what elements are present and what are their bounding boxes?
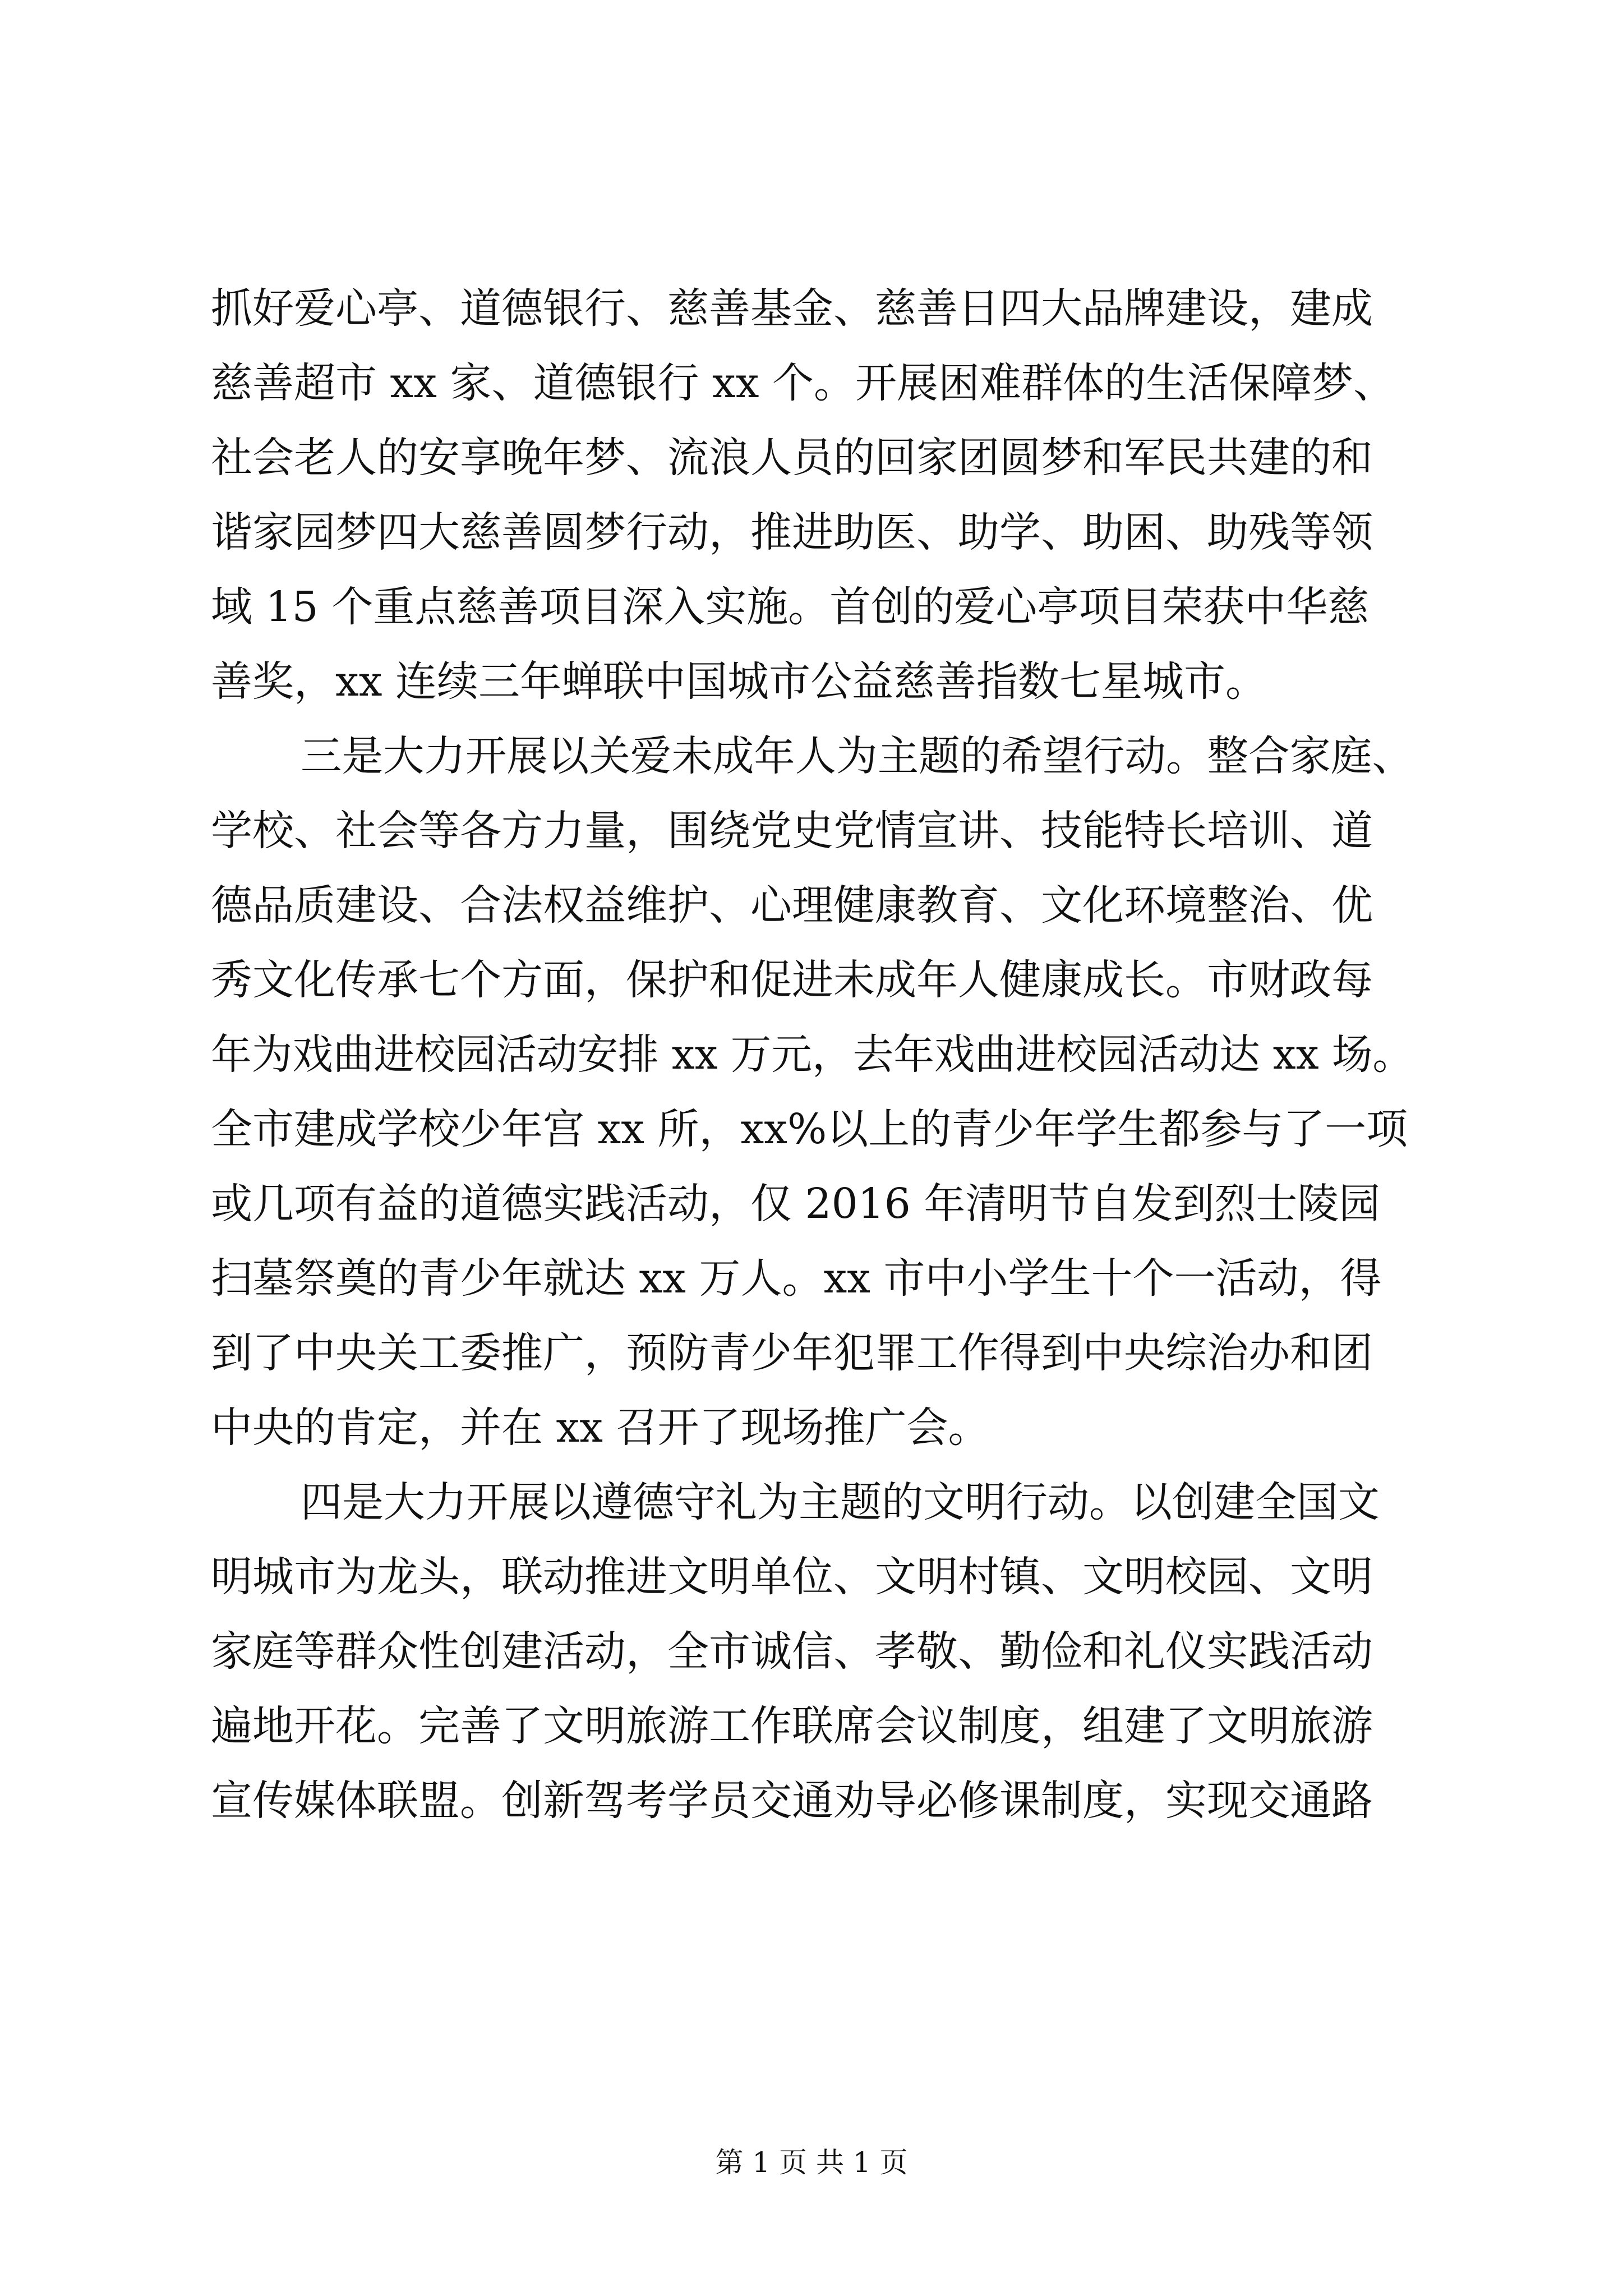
text-line-content: 明城市为龙头，联动推进文明单位、文明村镇、文明校园、文明	[211, 1553, 1373, 1601]
text-line	[0, 1101, 1623, 1157]
text-line-content: 学校、社会等各方力量，围绕党史党情宣讲、技能特长培训、道	[211, 807, 1373, 855]
text-line-content: 三是大力开展以关爱未成年人为主题的希望行动。整合家庭、	[301, 732, 1414, 780]
text-line	[0, 877, 1623, 933]
text-line-content: 域 15 个重点慈善项目深入实施。首创的爱心亭项目荣获中华慈	[211, 583, 1370, 631]
text-line	[0, 1773, 1623, 1829]
text-line-content: 社会老人的安享晚年梦、流浪人员的回家团圆梦和军民共建的和	[211, 434, 1373, 482]
text-line-content: 到了中央关工委推广，预防青少年犯罪工作得到中央综治办和团	[211, 1329, 1373, 1377]
text-line	[0, 803, 1623, 859]
text-line-content: 慈善超市 xx 家、道德银行 xx 个。开展困难群体的生活保障梦、	[211, 359, 1395, 407]
text-line-content: 善奖，xx 连续三年蝉联中国城市公益慈善指数七星城市。	[211, 657, 1267, 706]
text-line-content: 遍地开花。完善了文明旅游工作联席会议制度，组建了文明旅游	[211, 1702, 1373, 1750]
text-line	[0, 1027, 1623, 1083]
text-line	[0, 430, 1623, 486]
text-line-content: 扫墓祭奠的青少年就达 xx 万人。xx 市中小学生十个一活动，得	[211, 1254, 1382, 1303]
text-line-content: 四是大力开展以遵德守礼为主题的文明行动。以创建全国文	[301, 1478, 1380, 1526]
text-line	[0, 1474, 1623, 1530]
page-number: 第 1 页 共 1 页	[715, 2146, 908, 2179]
text-line	[0, 1698, 1623, 1754]
text-line	[0, 654, 1623, 710]
text-line-content: 宣传媒体联盟。创新驾考学员交通劝导必修课制度，实现交通路	[211, 1777, 1373, 1825]
text-line-content: 家庭等群众性创建活动，全市诚信、孝敬、勤俭和礼仪实践活动	[211, 1627, 1373, 1676]
text-line-content: 全市建成学校少年宫 xx 所，xx%以上的青少年学生都参与了一项	[211, 1105, 1408, 1153]
text-line	[0, 952, 1623, 1008]
text-line	[0, 728, 1623, 784]
text-line	[0, 1623, 1623, 1680]
text-line	[0, 1325, 1623, 1381]
text-line	[0, 504, 1623, 560]
text-line	[0, 1549, 1623, 1605]
text-line-content: 抓好爱心亭、道德银行、慈善基金、慈善日四大品牌建设，建成	[211, 284, 1373, 333]
text-line	[0, 1250, 1623, 1306]
text-line-content: 德品质建设、合法权益维护、心理健康教育、文化环境整治、优	[211, 881, 1373, 930]
text-line-content: 或几项有益的道德实践活动，仅 2016 年清明节自发到烈士陵园	[211, 1180, 1381, 1228]
text-line-content: 谐家园梦四大慈善圆梦行动，推进助医、助学、助困、助残等领	[211, 508, 1373, 556]
text-line	[0, 1176, 1623, 1232]
text-line	[0, 1400, 1623, 1456]
text-line	[0, 355, 1623, 411]
text-line-content: 秀文化传承七个方面，保护和促进未成年人健康成长。市财政每	[211, 956, 1373, 1004]
text-line-content: 年为戏曲进校园活动安排 xx 万元，去年戏曲进校园活动达 xx 场。	[211, 1030, 1413, 1079]
page-footer	[0, 2143, 1623, 2182]
text-line	[0, 280, 1623, 337]
text-line-content: 中央的肯定，并在 xx 召开了现场推广会。	[211, 1404, 990, 1452]
text-line	[0, 579, 1623, 635]
